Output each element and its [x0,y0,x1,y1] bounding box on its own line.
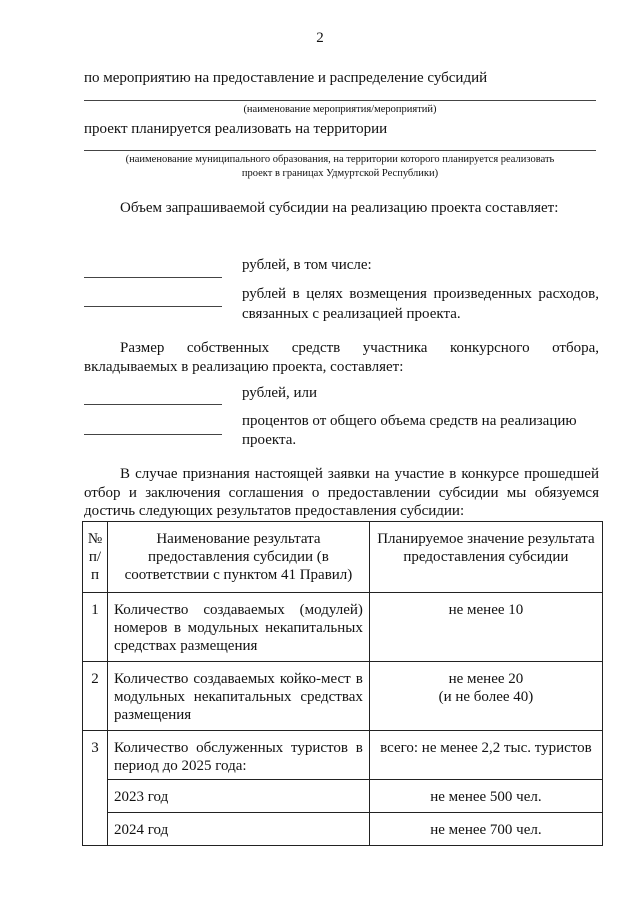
own-funds-line-2: вкладываемых в реализацию проекта, составляет: [84,359,404,375]
subsidy-reimb-line-2: связанных с реализацией проекта. [242,306,461,322]
table-header-row [83,522,603,593]
subsidy-reimb-blank [84,306,222,307]
event-caption: (наименование мероприятия/мероприятий) [243,104,437,115]
subsidy-rub-label: рублей, в том числе: [242,257,372,273]
own-pct-blank [84,434,222,435]
header-value: Планируемое значение результата предоставления субсидии [369,522,602,593]
row-1-name: Количество создаваемых (модулей) номеров в модульных некапитальных средствах размещения [107,593,369,662]
header-num: № п/п [83,522,108,593]
own-pct-line-2: проекта. [242,432,297,448]
row-3-value: всего: не менее 2,2 тыс. туристов [369,731,602,780]
row-2-value-line-2: (и не более 40) [438,689,534,705]
header-name: Наименование результата предоставления субсидии (в соответствии с пунктом 41 Правил) [107,522,369,593]
row-3-num: 3 [83,731,108,846]
own-pct-line-1: процентов от общего объема средств на реализацию [242,413,577,429]
subsidy-amount-blank [84,277,222,278]
event-underline [84,100,596,101]
table-row [83,731,603,780]
territory-caption-1: (наименование муниципального образования, на территории которого планируется реализовать [125,154,555,165]
table-sub-row [83,813,603,846]
row-3-name: Количество обслуженных туристов в период до 2025 года: [107,731,369,780]
subsidy-heading: Объем запрашиваемой субсидии на реализацию проекта составляет: [120,200,559,216]
subsidy-reimb-line-1: рублей в целях возмещения произведенных расходов, [242,286,599,302]
page-number: 2 [316,30,324,46]
territory-underline [84,150,596,151]
sub-row-2-value: не менее 700 чел. [369,813,602,846]
sub-row-2-name: 2024 год [107,813,369,846]
row-2-value-line-1: не менее 20 [448,671,524,687]
row-2-name: Количество создаваемых койко-мест в модульных некапитальных средствах размещения [107,662,369,731]
commit-line-2: отбор и заключения соглашения о предоставлении субсидии мы обязуемся [84,485,599,501]
own-funds-line-1: Размер собственных средств участника конкурсного отбора, [120,340,599,356]
territory-caption-2: проект в границах Удмуртской Республики) [241,168,439,179]
table-row [83,593,603,662]
sub-row-1-value: не менее 500 чел. [369,780,602,813]
row-1-num: 1 [83,593,108,662]
sub-row-1-name: 2023 год [107,780,369,813]
results-table [82,521,603,846]
territory-line: проект планируется реализовать на территории [84,121,388,137]
table-row [83,662,603,731]
table-sub-row [83,780,603,813]
own-rub-label: рублей, или [242,385,318,401]
row-2-value [369,662,602,731]
commit-line-1: В случае признания настоящей заявки на участие в конкурсе прошедшей [120,466,599,482]
commit-line-3: достичь следующих результатов предоставления субсидии: [84,503,465,519]
own-amount-blank [84,404,222,405]
event-line: по мероприятию на предоставление и распределение субсидий [84,70,488,86]
row-2-num: 2 [83,662,108,731]
row-1-value: не менее 10 [369,593,602,662]
